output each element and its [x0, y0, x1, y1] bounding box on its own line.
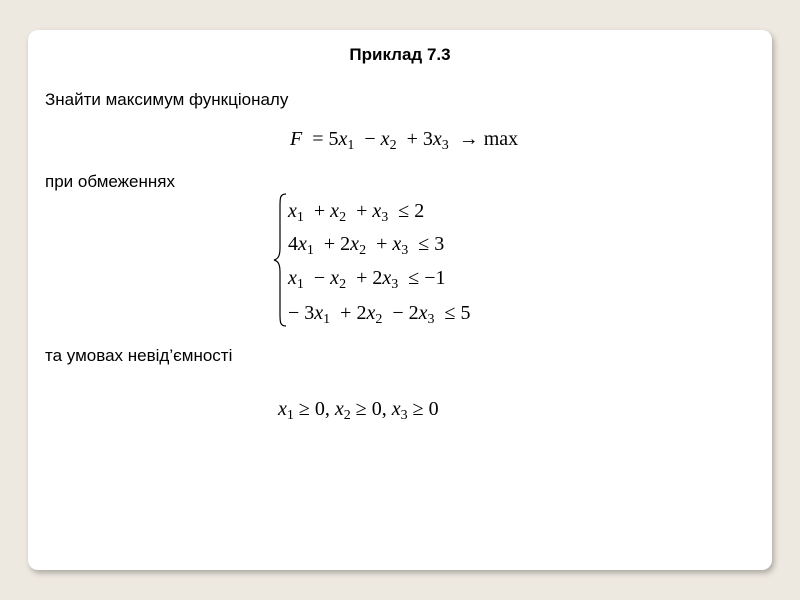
term1-coef: 5: [328, 128, 339, 150]
term2-op: −: [364, 128, 376, 150]
objective-F: F: [290, 128, 303, 150]
term3-sub: 3: [441, 138, 449, 153]
system-brace-icon: [272, 192, 288, 328]
objective-equals: =: [312, 128, 324, 150]
term3-op: +: [406, 128, 418, 150]
constraint-row: − $3x_1 + 2x_2 - 2x_3 \le 5$: [288, 302, 471, 327]
constraint-row: $x_1 + x_2 + x_3 \le 2$: [288, 200, 425, 225]
slide-card: [28, 30, 772, 570]
intro-text: Знайти максимум функціоналу: [45, 90, 289, 109]
nonnegativity-text: та умовах невід’ємності: [45, 346, 233, 365]
objective-arrow: →: [458, 128, 479, 150]
term3-coef: 3: [422, 128, 433, 150]
constraints-text: при обмеженнях: [45, 172, 175, 191]
term2-var: x: [380, 128, 390, 150]
term1-var: x: [338, 128, 348, 150]
slide-title: Приклад 7.3: [349, 45, 451, 64]
term3-var: x: [432, 128, 442, 150]
objective-function: [290, 128, 518, 151]
objective-goal: max: [483, 128, 519, 150]
term1-sub: 1: [347, 138, 355, 153]
constraint-row: $x_1 - x_2 + 2x_3 \le -1$: [288, 267, 446, 292]
constraint-row: $4x_1 + 2x_2 + x_3 \le 3$: [288, 233, 445, 258]
term2-sub: 2: [389, 138, 397, 153]
nonnegativity-conditions: $x_1 \ge 0$, $x_2 \ge 0$, $x_3 \ge 0$: [278, 398, 439, 423]
